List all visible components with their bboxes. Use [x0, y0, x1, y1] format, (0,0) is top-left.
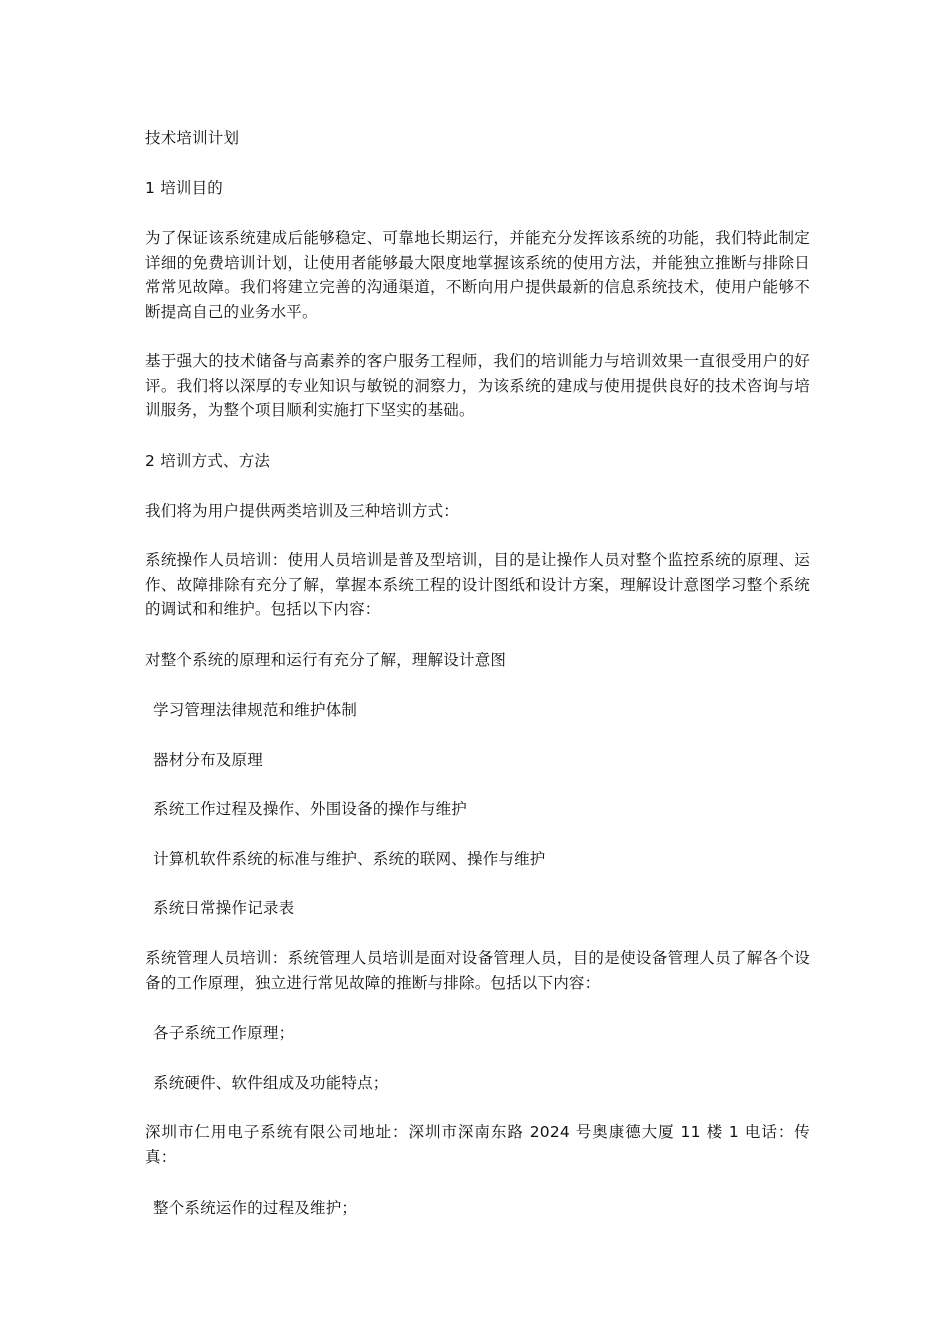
list-item: 计算机软件系统的标准与维护、系统的联网、操作与维护 — [153, 850, 546, 868]
operator-training-paragraph: 系统操作人员培训：使用人员培训是普及型培训，目的是让操作人员对整个监控系统的原理、运作、故障排除有充分了解，掌握本系统工程的设计图纸和设计方案，理解设计意图学习整个系统的调试和和维护。包括以下内容： — [145, 551, 810, 618]
section-1-paragraph-2: 基于强大的技术储备与高素养的客户服务工程师，我们的培训能力与培训效果一直很受用户的好评。我们将以深厚的专业知识与敏锐的洞察力，为该系统的建成与使用提供良好的技术咨询与培训服务，为整个项目顺利实施打下坚实的基础。 — [145, 352, 810, 419]
section-2-heading: 2 培训方式、方法 — [145, 452, 271, 470]
list-item: 系统工作过程及操作、外围设备的操作与维护 — [153, 800, 468, 818]
list-item: 整个系统运作的过程及维护； — [153, 1199, 358, 1217]
list-item: 各子系统工作原理； — [153, 1024, 295, 1042]
operator-item-principle: 对整个系统的原理和运行有充分了解，理解设计意图 — [145, 651, 507, 669]
section-2-intro: 我们将为用户提供两类培训及三种培训方式： — [145, 502, 460, 520]
list-item: 系统硬件、软件组成及功能特点； — [153, 1074, 389, 1092]
document-title: 技术培训计划 — [145, 129, 240, 147]
company-address-line: 深圳市仁用电子系统有限公司地址：深圳市深南东路 2024 号奥康德大厦 11 楼 1 电话：传真： — [145, 1123, 810, 1166]
list-item: 器材分布及原理 — [153, 751, 263, 769]
section-1-paragraph-1: 为了保证该系统建成后能够稳定、可靠地长期运行，并能充分发挥该系统的功能，我们特此制定详细的免费培训计划，让使用者能够最大限度地掌握该系统的使用方法，并能独立推断与排除日常常见故障。我们将建立完善的沟通渠道，不断向用户提供最新的信息系统技术，使用户能够不断提高自己的业务水平。 — [145, 229, 810, 321]
list-item: 学习管理法律规范和维护体制 — [153, 701, 358, 719]
list-item: 系统日常操作记录表 — [153, 899, 295, 917]
manager-training-paragraph: 系统管理人员培训：系统管理人员培训是面对设备管理人员，目的是使设备管理人员了解各个设备的工作原理，独立进行常见故障的推断与排除。包括以下内容： — [145, 949, 810, 992]
section-1-heading: 1 培训目的 — [145, 179, 223, 197]
